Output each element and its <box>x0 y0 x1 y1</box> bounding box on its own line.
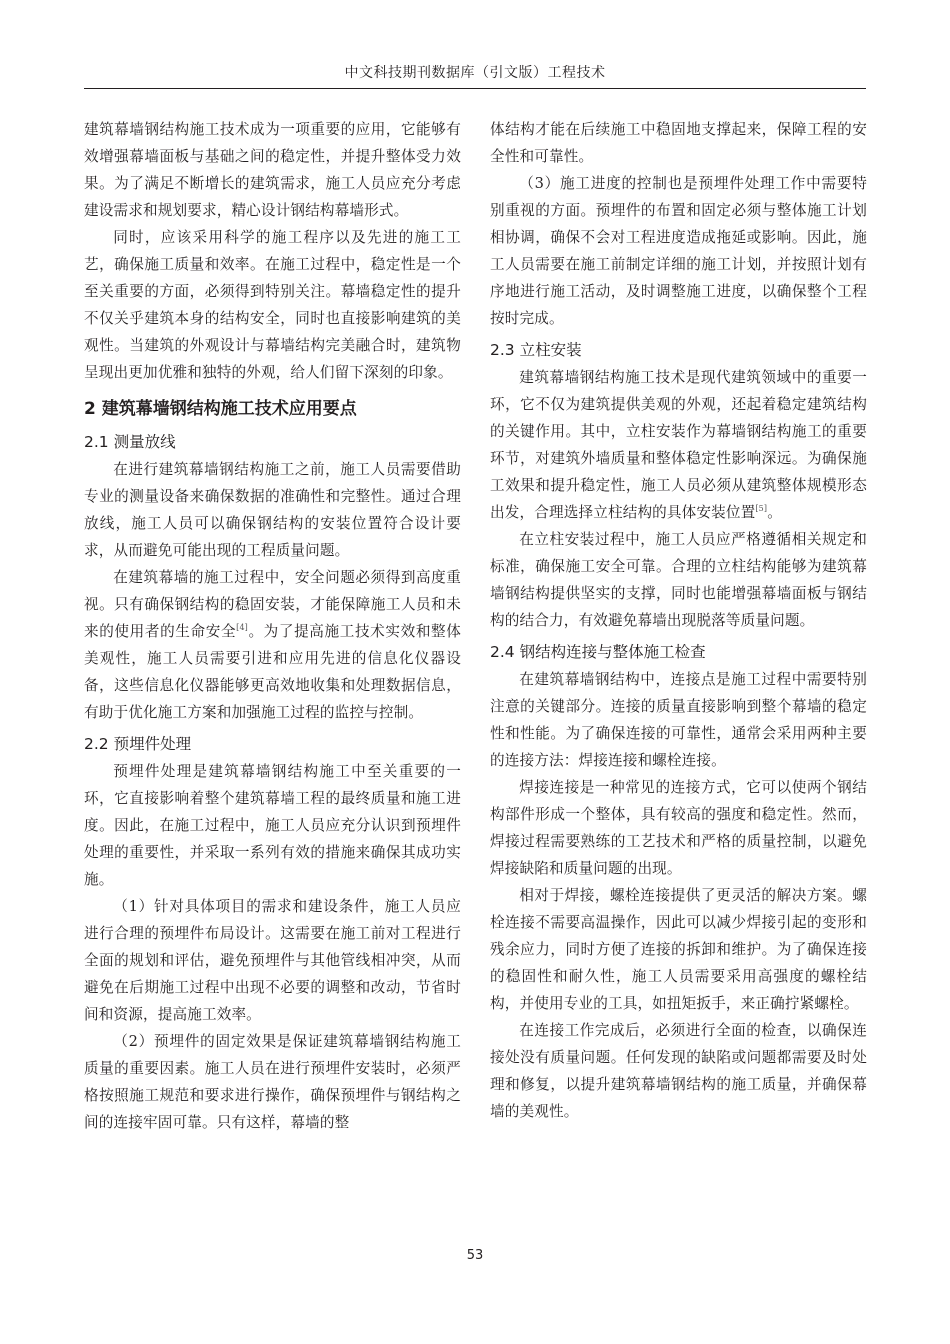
paragraph: 在连接工作完成后，必须进行全面的检查，以确保连接处没有质量问题。任何发现的缺陷或问题都需要及时处理和修复，以提升建筑幕墙钢结构的施工质量，并确保幕墙的美观性。 <box>490 1022 867 1120</box>
section-heading: 2 建筑幕墙钢结构施工技术应用要点 <box>84 399 357 419</box>
subsection-heading: 2.1 测量放线 <box>84 433 176 451</box>
paragraph: （3）施工进度的控制也是预埋件处理工作中需要特别重视的方面。预埋件的布置和固定必须与整体施工计划相协调，确保不会对工程进度造成拖延或影响。因此，施工人员需要在施工前制定详细的施工计划，并按照计划有序地进行施工活动，及时调整施工进度，以确保整个工程按时完成。 <box>490 175 867 327</box>
right-column <box>490 116 867 1125</box>
paragraph: 在立柱安装过程中，施工人员应严格遵循相关规定和标准，确保施工安全可靠。合理的立柱结构能够为建筑幕墙钢结构提供坚实的支撑，同时也能增强幕墙面板与钢结构的结合力，有效避免幕墙出现脱落等质量问题。 <box>490 531 867 629</box>
paragraph-text: 在建筑幕墙的施工过程中，安全问题必须得到高度重视。只有确保钢结构的稳固安装，才能保障施工人员和未来的使用者的生命安全 <box>84 569 461 640</box>
paragraph <box>490 364 867 526</box>
paragraph: （2）预埋件的固定效果是保证建筑幕墙钢结构施工质量的重要因素。施工人员在进行预埋件安装时，必须严格按照施工规范和要求进行操作，确保预埋件与钢结构之间的连接牢固可靠。只有这样，幕墙的整 <box>84 1033 461 1131</box>
subsection-heading: 2.3 立柱安装 <box>490 341 582 359</box>
paragraph-text: 。为了提高施工技术实效和整体美观性，施工人员需要引进和应用先进的信息化仪器设备，这些信息化仪器能够更高效地收集和处理数据信息，有助于优化施工方案和加强施工过程的监控与控制。 <box>84 623 461 721</box>
paragraph: 焊接连接是一种常见的连接方式，它可以使两个钢结构部件形成一个整体，具有较高的强度和稳定性。然而，焊接过程需要熟练的工艺技术和严格的质量控制，以避免焊接缺陷和质量问题的出现。 <box>490 779 867 877</box>
page-number: 53 <box>466 1248 484 1263</box>
paragraph: 建筑幕墙钢结构施工技术成为一项重要的应用，它能够有效增强幕墙面板与基础之间的稳定性，并提升整体受力效果。为了满足不断增长的建筑需求，施工人员应充分考虑建设需求和规划要求，精心设计钢结构幕墙形式。 <box>84 121 461 219</box>
subsection-heading: 2.2 预埋件处理 <box>84 735 192 753</box>
paragraph: 相对于焊接，螺栓连接提供了更灵活的解决方案。螺栓连接不需要高温操作，因此可以减少焊接引起的变形和残余应力，同时方便了连接的拆卸和维护。为了确保连接的稳固性和耐久性，施工人员需要采用高强度的螺栓结构，并使用专业的工具，如扭矩扳手，来正确拧紧螺栓。 <box>490 887 867 1012</box>
paragraph: 同时，应该采用科学的施工程序以及先进的施工工艺，确保施工质量和效率。在施工过程中，稳定性是一个至关重要的方面，必须得到特别关注。幕墙稳定性的提升不仅关乎建筑本身的结构安全，同时也直接影响建筑的美观性。当建筑的外观设计与幕墙结构完美融合时，建筑物呈现出更加优雅和独特的外观，给人们留下深刻的印象。 <box>84 229 461 381</box>
paragraph: 在建筑幕墙钢结构中，连接点是施工过程中需要特别注意的关键部分。连接的质量直接影响到整个幕墙的稳定性和性能。为了确保连接的可靠性，通常会采用两种主要的连接方法：焊接连接和螺栓连接。 <box>490 671 867 769</box>
paragraph: 体结构才能在后续施工中稳固地支撑起来，保障工程的安全性和可靠性。 <box>490 121 867 165</box>
citation-ref: [4] <box>236 623 248 633</box>
paragraph: 预埋件处理是建筑幕墙钢结构施工中至关重要的一环，它直接影响着整个建筑幕墙工程的最终质量和施工进度。因此，在施工过程中，施工人员应充分认识到预埋件处理的重要性，并采取一系列有效的措施来确保其成功实施。 <box>84 763 461 888</box>
paragraph <box>84 564 461 726</box>
left-column <box>84 116 461 1136</box>
journal-header: 中文科技期刊数据库（引文版）工程技术 <box>84 58 866 89</box>
paragraph-text: 建筑幕墙钢结构施工技术是现代建筑领域中的重要一环，它不仅为建筑提供美观的外观，还起着稳定建筑结构的关键作用。其中，立柱安装作为幕墙钢结构施工的重要环节，对建筑外墙质量和整体稳定性影响深远。为确保施工效果和提升稳定性，施工人员必须从建筑整体规模形态出发，合理选择立柱结构的具体安装位置 <box>490 369 867 521</box>
subsection-heading: 2.4 钢结构连接与整体施工检查 <box>490 643 706 661</box>
citation-ref: [5] <box>755 504 768 514</box>
paragraph: 在进行建筑幕墙钢结构施工之前，施工人员需要借助专业的测量设备来确保数据的准确性和完整性。通过合理放线，施工人员可以确保钢结构的安装位置符合设计要求，从而避免可能出现的工程质量问题。 <box>84 461 461 559</box>
paragraph-text: 。 <box>767 504 782 521</box>
paragraph: （1）针对具体项目的需求和建设条件，施工人员应进行合理的预埋件布局设计。这需要在施工前对工程进行全面的规划和评估，避免预埋件与其他管线相冲突，从而避免在后期施工过程中出现不必要的调整和改动，节省时间和资源，提高施工效率。 <box>84 898 461 1023</box>
